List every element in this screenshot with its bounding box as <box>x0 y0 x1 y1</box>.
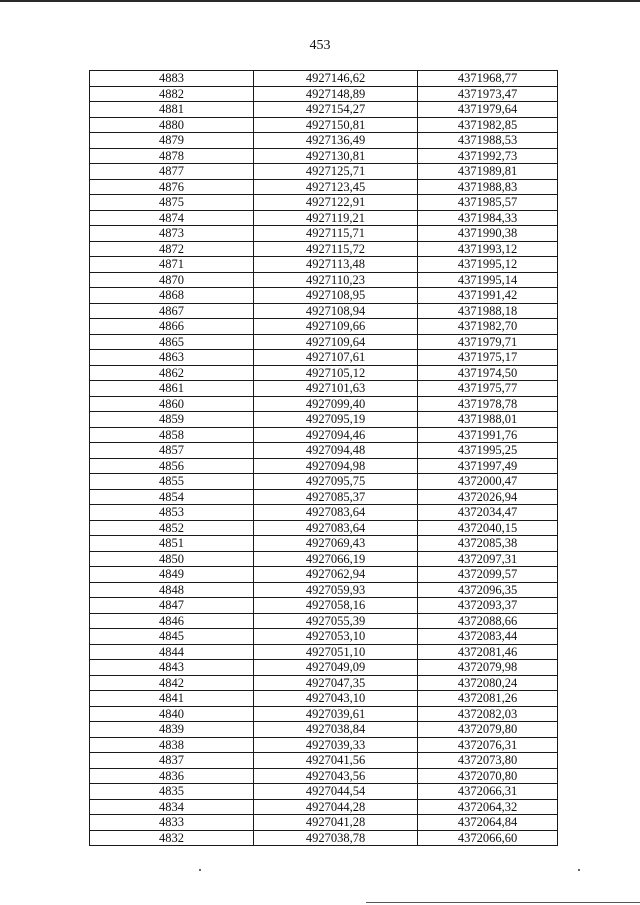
coordinates-table-body <box>90 71 558 846</box>
table-row <box>90 381 558 397</box>
x-coordinate-cell: 4927069,43 <box>254 536 418 552</box>
point-number-cell: 4870 <box>90 272 254 288</box>
y-coordinate-cell: 4372026,94 <box>418 489 558 505</box>
y-coordinate-cell: 4371988,83 <box>418 179 558 195</box>
scan-edge-bottom <box>366 902 640 903</box>
x-coordinate-cell: 4927041,28 <box>254 815 418 831</box>
point-number-cell: 4877 <box>90 164 254 180</box>
y-coordinate-cell: 4371997,49 <box>418 458 558 474</box>
point-number-cell: 4849 <box>90 567 254 583</box>
x-coordinate-cell: 4927049,09 <box>254 660 418 676</box>
y-coordinate-cell: 4372081,26 <box>418 691 558 707</box>
x-coordinate-cell: 4927085,37 <box>254 489 418 505</box>
point-number-cell: 4865 <box>90 334 254 350</box>
point-number-cell: 4878 <box>90 148 254 164</box>
x-coordinate-cell: 4927095,19 <box>254 412 418 428</box>
x-coordinate-cell: 4927058,16 <box>254 598 418 614</box>
point-number-cell: 4846 <box>90 613 254 629</box>
x-coordinate-cell: 4927062,94 <box>254 567 418 583</box>
point-number-cell: 4866 <box>90 319 254 335</box>
point-number-cell: 4871 <box>90 257 254 273</box>
y-coordinate-cell: 4372097,31 <box>418 551 558 567</box>
y-coordinate-cell: 4372040,15 <box>418 520 558 536</box>
table-row <box>90 737 558 753</box>
point-number-cell: 4835 <box>90 784 254 800</box>
table-row <box>90 365 558 381</box>
x-coordinate-cell: 4927101,63 <box>254 381 418 397</box>
table-row <box>90 675 558 691</box>
point-number-cell: 4863 <box>90 350 254 366</box>
table-row <box>90 195 558 211</box>
y-coordinate-cell: 4371982,85 <box>418 117 558 133</box>
table-row <box>90 303 558 319</box>
x-coordinate-cell: 4927044,28 <box>254 799 418 815</box>
x-coordinate-cell: 4927094,98 <box>254 458 418 474</box>
y-coordinate-cell: 4372082,03 <box>418 706 558 722</box>
y-coordinate-cell: 4371979,64 <box>418 102 558 118</box>
y-coordinate-cell: 4371968,77 <box>418 71 558 87</box>
table-row <box>90 396 558 412</box>
table-row <box>90 319 558 335</box>
table-row <box>90 582 558 598</box>
point-number-cell: 4855 <box>90 474 254 490</box>
y-coordinate-cell: 4371995,25 <box>418 443 558 459</box>
table-row <box>90 784 558 800</box>
table-row <box>90 86 558 102</box>
y-coordinate-cell: 4372088,66 <box>418 613 558 629</box>
point-number-cell: 4853 <box>90 505 254 521</box>
point-number-cell: 4837 <box>90 753 254 769</box>
y-coordinate-cell: 4371975,17 <box>418 350 558 366</box>
point-number-cell: 4883 <box>90 71 254 87</box>
y-coordinate-cell: 4372080,24 <box>418 675 558 691</box>
y-coordinate-cell: 4371982,70 <box>418 319 558 335</box>
x-coordinate-cell: 4927123,45 <box>254 179 418 195</box>
table-row <box>90 505 558 521</box>
y-coordinate-cell: 4372079,98 <box>418 660 558 676</box>
x-coordinate-cell: 4927115,72 <box>254 241 418 257</box>
x-coordinate-cell: 4927122,91 <box>254 195 418 211</box>
table-row <box>90 598 558 614</box>
y-coordinate-cell: 4372064,32 <box>418 799 558 815</box>
x-coordinate-cell: 4927044,54 <box>254 784 418 800</box>
point-number-cell: 4872 <box>90 241 254 257</box>
point-number-cell: 4874 <box>90 210 254 226</box>
x-coordinate-cell: 4927154,27 <box>254 102 418 118</box>
y-coordinate-cell: 4371989,81 <box>418 164 558 180</box>
table-row <box>90 815 558 831</box>
point-number-cell: 4838 <box>90 737 254 753</box>
table-row <box>90 489 558 505</box>
table-row <box>90 164 558 180</box>
x-coordinate-cell: 4927130,81 <box>254 148 418 164</box>
point-number-cell: 4845 <box>90 629 254 645</box>
x-coordinate-cell: 4927146,62 <box>254 71 418 87</box>
table-row <box>90 458 558 474</box>
x-coordinate-cell: 4927107,61 <box>254 350 418 366</box>
table-row <box>90 226 558 242</box>
x-coordinate-cell: 4927043,56 <box>254 768 418 784</box>
y-coordinate-cell: 4372034,47 <box>418 505 558 521</box>
x-coordinate-cell: 4927039,61 <box>254 706 418 722</box>
x-coordinate-cell: 4927055,39 <box>254 613 418 629</box>
table-row <box>90 272 558 288</box>
point-number-cell: 4861 <box>90 381 254 397</box>
y-coordinate-cell: 4372096,35 <box>418 582 558 598</box>
point-number-cell: 4851 <box>90 536 254 552</box>
point-number-cell: 4867 <box>90 303 254 319</box>
x-coordinate-cell: 4927041,56 <box>254 753 418 769</box>
y-coordinate-cell: 4371995,12 <box>418 257 558 273</box>
x-coordinate-cell: 4927059,93 <box>254 582 418 598</box>
page-number: 453 <box>309 38 331 53</box>
scan-speck <box>199 869 201 871</box>
point-number-cell: 4857 <box>90 443 254 459</box>
point-number-cell: 4836 <box>90 768 254 784</box>
x-coordinate-cell: 4927109,66 <box>254 319 418 335</box>
point-number-cell: 4880 <box>90 117 254 133</box>
point-number-cell: 4876 <box>90 179 254 195</box>
x-coordinate-cell: 4927051,10 <box>254 644 418 660</box>
y-coordinate-cell: 4371988,01 <box>418 412 558 428</box>
point-number-cell: 4832 <box>90 830 254 846</box>
x-coordinate-cell: 4927066,19 <box>254 551 418 567</box>
y-coordinate-cell: 4371991,42 <box>418 288 558 304</box>
table-row <box>90 427 558 443</box>
x-coordinate-cell: 4927094,46 <box>254 427 418 443</box>
y-coordinate-cell: 4371975,77 <box>418 381 558 397</box>
y-coordinate-cell: 4371978,78 <box>418 396 558 412</box>
x-coordinate-cell: 4927108,94 <box>254 303 418 319</box>
table-row <box>90 102 558 118</box>
x-coordinate-cell: 4927094,48 <box>254 443 418 459</box>
table-row <box>90 768 558 784</box>
y-coordinate-cell: 4371984,33 <box>418 210 558 226</box>
x-coordinate-cell: 4927038,78 <box>254 830 418 846</box>
y-coordinate-cell: 4372079,80 <box>418 722 558 738</box>
y-coordinate-cell: 4371995,14 <box>418 272 558 288</box>
x-coordinate-cell: 4927108,95 <box>254 288 418 304</box>
x-coordinate-cell: 4927083,64 <box>254 505 418 521</box>
point-number-cell: 4882 <box>90 86 254 102</box>
x-coordinate-cell: 4927110,23 <box>254 272 418 288</box>
point-number-cell: 4859 <box>90 412 254 428</box>
table-row <box>90 288 558 304</box>
x-coordinate-cell: 4927099,40 <box>254 396 418 412</box>
x-coordinate-cell: 4927083,64 <box>254 520 418 536</box>
table-row <box>90 179 558 195</box>
point-number-cell: 4834 <box>90 799 254 815</box>
x-coordinate-cell: 4927039,33 <box>254 737 418 753</box>
x-coordinate-cell: 4927119,21 <box>254 210 418 226</box>
table-row <box>90 644 558 660</box>
table-row <box>90 350 558 366</box>
point-number-cell: 4850 <box>90 551 254 567</box>
point-number-cell: 4881 <box>90 102 254 118</box>
table-row <box>90 334 558 350</box>
point-number-cell: 4875 <box>90 195 254 211</box>
point-number-cell: 4862 <box>90 365 254 381</box>
point-number-cell: 4848 <box>90 582 254 598</box>
point-number-cell: 4879 <box>90 133 254 149</box>
y-coordinate-cell: 4372081,46 <box>418 644 558 660</box>
x-coordinate-cell: 4927148,89 <box>254 86 418 102</box>
y-coordinate-cell: 4372066,60 <box>418 830 558 846</box>
table-row <box>90 71 558 87</box>
point-number-cell: 4868 <box>90 288 254 304</box>
point-number-cell: 4852 <box>90 520 254 536</box>
x-coordinate-cell: 4927095,75 <box>254 474 418 490</box>
table-row <box>90 722 558 738</box>
table-row <box>90 443 558 459</box>
x-coordinate-cell: 4927038,84 <box>254 722 418 738</box>
y-coordinate-cell: 4371993,12 <box>418 241 558 257</box>
point-number-cell: 4858 <box>90 427 254 443</box>
table-row <box>90 613 558 629</box>
y-coordinate-cell: 4371985,57 <box>418 195 558 211</box>
table-row <box>90 567 558 583</box>
y-coordinate-cell: 4372085,38 <box>418 536 558 552</box>
x-coordinate-cell: 4927115,71 <box>254 226 418 242</box>
table-row <box>90 412 558 428</box>
x-coordinate-cell: 4927105,12 <box>254 365 418 381</box>
y-coordinate-cell: 4372083,44 <box>418 629 558 645</box>
x-coordinate-cell: 4927136,49 <box>254 133 418 149</box>
point-number-cell: 4856 <box>90 458 254 474</box>
y-coordinate-cell: 4372066,31 <box>418 784 558 800</box>
y-coordinate-cell: 4372076,31 <box>418 737 558 753</box>
table-row <box>90 753 558 769</box>
y-coordinate-cell: 4371988,18 <box>418 303 558 319</box>
x-coordinate-cell: 4927150,81 <box>254 117 418 133</box>
x-coordinate-cell: 4927043,10 <box>254 691 418 707</box>
point-number-cell: 4839 <box>90 722 254 738</box>
y-coordinate-cell: 4372064,84 <box>418 815 558 831</box>
x-coordinate-cell: 4927053,10 <box>254 629 418 645</box>
y-coordinate-cell: 4371979,71 <box>418 334 558 350</box>
table-row <box>90 551 558 567</box>
table-row <box>90 474 558 490</box>
x-coordinate-cell: 4927047,35 <box>254 675 418 691</box>
point-number-cell: 4833 <box>90 815 254 831</box>
y-coordinate-cell: 4372099,57 <box>418 567 558 583</box>
coordinates-table <box>89 70 558 846</box>
table-row <box>90 117 558 133</box>
point-number-cell: 4842 <box>90 675 254 691</box>
y-coordinate-cell: 4372070,80 <box>418 768 558 784</box>
table-row <box>90 799 558 815</box>
x-coordinate-cell: 4927109,64 <box>254 334 418 350</box>
y-coordinate-cell: 4372000,47 <box>418 474 558 490</box>
table-row <box>90 706 558 722</box>
table-row <box>90 241 558 257</box>
y-coordinate-cell: 4371988,53 <box>418 133 558 149</box>
y-coordinate-cell: 4371974,50 <box>418 365 558 381</box>
table-row <box>90 210 558 226</box>
x-coordinate-cell: 4927125,71 <box>254 164 418 180</box>
point-number-cell: 4840 <box>90 706 254 722</box>
y-coordinate-cell: 4371991,76 <box>418 427 558 443</box>
table-row <box>90 148 558 164</box>
y-coordinate-cell: 4371990,38 <box>418 226 558 242</box>
table-row <box>90 133 558 149</box>
point-number-cell: 4841 <box>90 691 254 707</box>
table-row <box>90 629 558 645</box>
table-row <box>90 691 558 707</box>
table-row <box>90 257 558 273</box>
point-number-cell: 4843 <box>90 660 254 676</box>
y-coordinate-cell: 4371992,73 <box>418 148 558 164</box>
y-coordinate-cell: 4372073,80 <box>418 753 558 769</box>
point-number-cell: 4860 <box>90 396 254 412</box>
table-row <box>90 830 558 846</box>
point-number-cell: 4873 <box>90 226 254 242</box>
scan-speck <box>578 869 580 871</box>
x-coordinate-cell: 4927113,48 <box>254 257 418 273</box>
scan-edge-top <box>0 0 640 2</box>
point-number-cell: 4847 <box>90 598 254 614</box>
table-row <box>90 520 558 536</box>
table-row <box>90 660 558 676</box>
point-number-cell: 4854 <box>90 489 254 505</box>
y-coordinate-cell: 4372093,37 <box>418 598 558 614</box>
table-row <box>90 536 558 552</box>
y-coordinate-cell: 4371973,47 <box>418 86 558 102</box>
point-number-cell: 4844 <box>90 644 254 660</box>
